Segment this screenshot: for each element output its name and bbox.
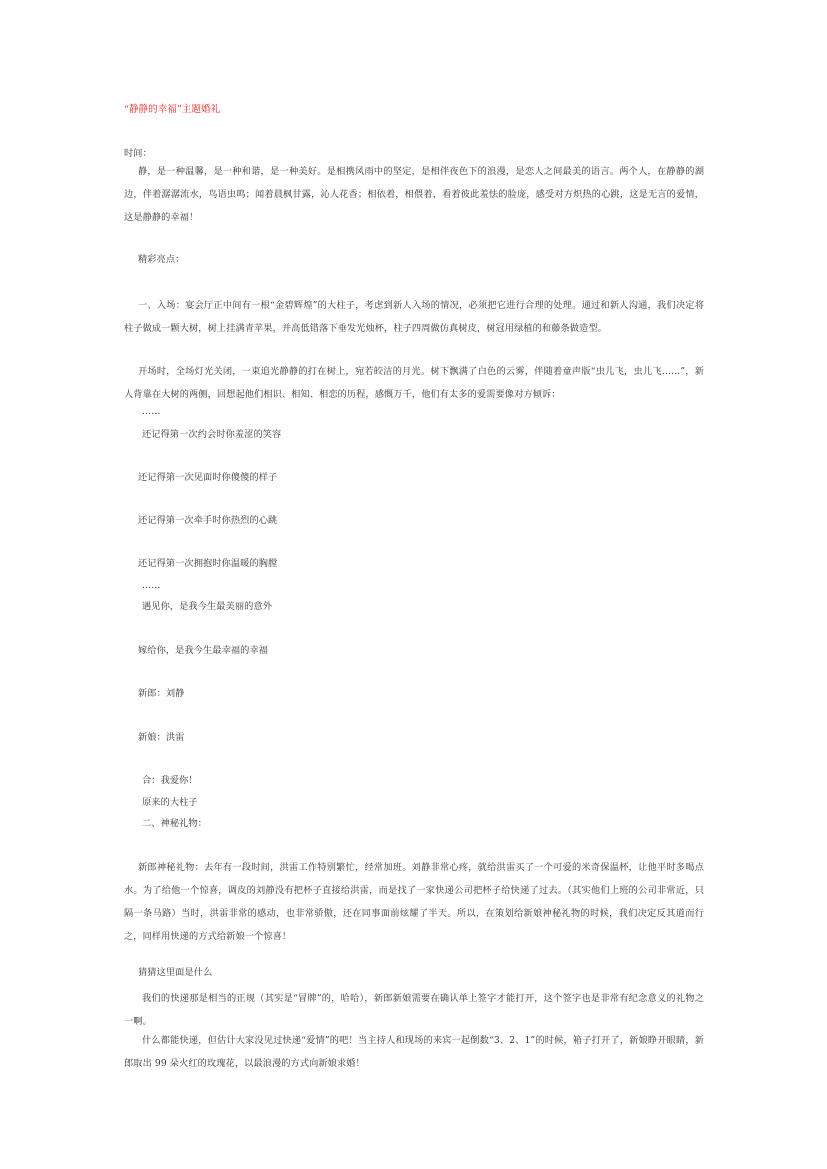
poem-line-6: 嫁给你，是我今生最幸福的幸福 [138,645,269,656]
bride-line: 新娘：洪雷 [138,732,185,743]
section1-paragraph: 一、入场：宴会厅正中间有一根“金碧辉煌”的大柱子，考虑到新人入场的情况，必须把它进行合理的处理。通过和新人沟通，我们决定将柱子做成一颗大树，树上挂满青苹果，并高低错落下垂发光烛杯，柱子四周做仿真树皮，树冠用绿植的和藤条做造型。 [124,300,704,334]
poem-line-2: 还记得第一次见面时你傻傻的样子 [138,472,278,483]
gift-story-paragraph: 新郎神秘礼物：去年有一段时间，洪雷工作特别繁忙，经常加班。刘静非常心疼，就给洪雷买了一个可爱的米奇保温杯，让他平时多喝点水。为了给他一个惊喜，调皮的刘静没有把杯子直接给洪雷，而是找了一家快递公司把杯子给快递了过去。（其实他们上班的公司非常近，只隔一条马路）当时，洪雷非常的感动，也非常骄傲，还在同事面前炫耀了半天。所以，在策划给新娘神秘礼物的时候，我们决定反其道而行之，同样用快递的方式给新娘一个惊喜！ [124,862,704,942]
intro-paragraph: 静，是一种温馨，是一种和谐，是一种美好。是相携风雨中的坚定，是相伴夜色下的浪漫，是恋人之间最美的语言。两个人，在静静的湖边，伴着潺潺流水，鸟语虫鸣；闻着晨枫甘露，沁人花香；相依着，相偎着，看着彼此羞怯的脸庞，感受对方炽热的心跳，这是无言的爱情，这是静静的幸福！ [124,166,704,223]
poem-line-5: 遇见你，是我今生最美丽的意外 [142,601,273,612]
together-line: 合：我爱你！ [142,775,198,786]
groom-line: 新郎：刘静 [138,688,185,699]
ellipsis-2: …… [142,580,161,591]
ellipsis-1: …… [142,406,161,417]
section2-heading: 二、神秘礼物： [142,818,208,829]
time-label: 时间： [124,148,152,159]
poem-line-3: 还记得第一次牵手时你热烈的心跳 [138,515,278,526]
guess-line: 猜猜这里面是什么 [138,967,213,978]
poem-line-4: 还记得第一次拥抱时你温暖的胸膛 [138,558,278,569]
pillar-line: 原来的大柱子 [142,797,198,808]
express-paragraph: 我们的快递那是相当的正规（其实是“冒牌”的，哈哈），新郎新娘需要在确认单上签字才能打开，这个签字也是非常有纪念意义的礼物之一啊。 [124,993,704,1027]
highlights-label: 精彩亮点： [138,254,185,265]
finale-paragraph: 什么都能快递，但估计大家没见过快递“爱情”的吧！当主持人和现场的来宾一起倒数“3、2、1”的时候，箱子打开了，新娘睁开眼睛，新郎取出 99 朵火红的玫瑰花，以最浪漫的方式向新娘求婚！ [124,1035,704,1069]
document-title: “静静的幸福”主题婚礼 [124,104,221,115]
poem-line-1: 还记得第一次约会时你羞涩的笑容 [142,429,282,440]
opening-paragraph: 开场时，全场灯光关闭，一束追光静静的打在树上，宛若皎洁的月光。树下飘满了白色的云雾，伴随着童声版“虫儿飞，虫儿飞……”，新人背靠在大树的两侧，回想起他们相识、相知、相恋的历程，感慨万千，他们有太多的爱需要像对方倾诉： [124,366,704,400]
